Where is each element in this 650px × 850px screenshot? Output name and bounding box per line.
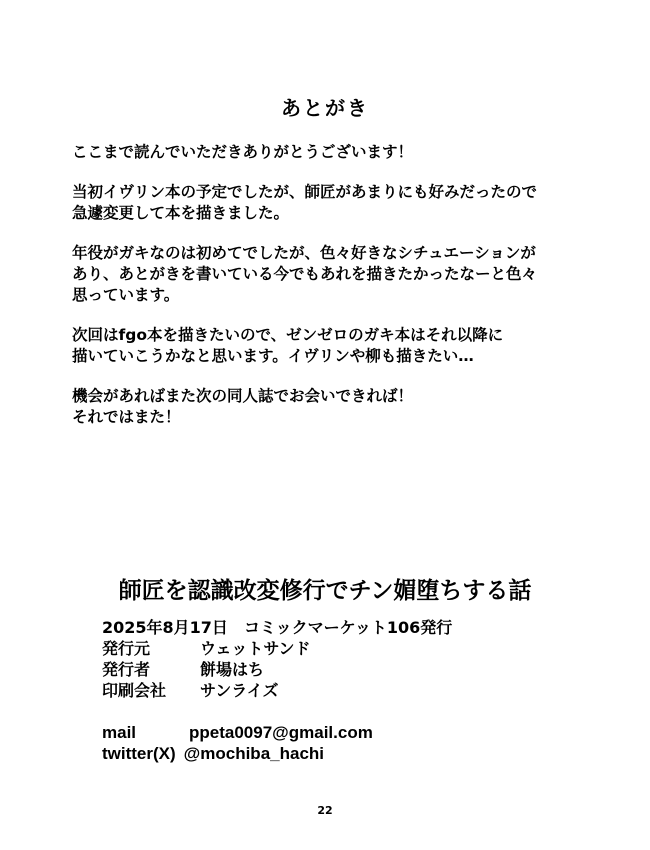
book-title: 師匠を認識改変修行でチン媚堕ちする話 [118,578,532,604]
afterword-line: 思っています。 [72,286,180,304]
colophon-author-row [102,659,602,680]
twitter-label: twitter(X) [102,744,176,763]
afterword-paragraph [72,325,592,367]
afterword-line: それではまた！ [72,408,181,426]
mail-address: ppeta0097@gmail.com [189,723,373,742]
afterword-line: 描いていこうかなと思います。イヴリンや柳も描きたい… [72,347,474,365]
afterword-line: 機会があればまた次の同人誌でお会いできれば！ [72,387,414,405]
contact-info [102,722,602,764]
afterword-paragraph [72,142,592,163]
author-label: 発行者 [102,660,151,679]
twitter-handle: @mochiba_hachi [183,744,325,763]
colophon [102,617,602,701]
afterword-line: 急遽変更して本を描きました。 [72,204,290,222]
printer-label: 印刷会社 [102,681,167,700]
mail-label: mail [102,723,137,742]
colophon-date-row [102,617,602,638]
afterword-line: あり、あとがきを書いている今でもあれを描きたかったなーと色々 [72,265,538,283]
afterword-line: ここまで読んでいただきありがとうございます！ [72,143,414,161]
afterword-title: あとがき [281,96,369,120]
afterword-line: 当初イヴリン本の予定でしたが、師匠があまりにも好みだったので [72,183,538,201]
colophon-printer-row [102,680,602,701]
afterword-body [72,142,592,447]
afterword-line: 次回はfgo本を描きたいので、ゼンゼロのガキ本はそれ以降に [72,326,504,344]
publication-date: 2025年8月17日 [102,618,228,637]
printer-name: サンライズ [200,681,279,700]
page-number: 22 [317,804,333,817]
afterword-paragraph [72,182,592,224]
afterword-line: 年役がガキなのは初めてでしたが、色々好きなシチュエーションが [72,244,536,262]
author-name: 餅場はち [200,660,265,679]
afterword-paragraph [72,243,592,306]
publisher-name: ウェットサンド [200,639,311,658]
colophon-publisher-row [102,638,602,659]
publisher-label: 発行元 [102,639,151,658]
contact-twitter-row [102,743,602,764]
event-name: コミックマーケット106発行 [244,618,453,637]
contact-mail-row [102,722,602,743]
afterword-paragraph [72,386,592,428]
